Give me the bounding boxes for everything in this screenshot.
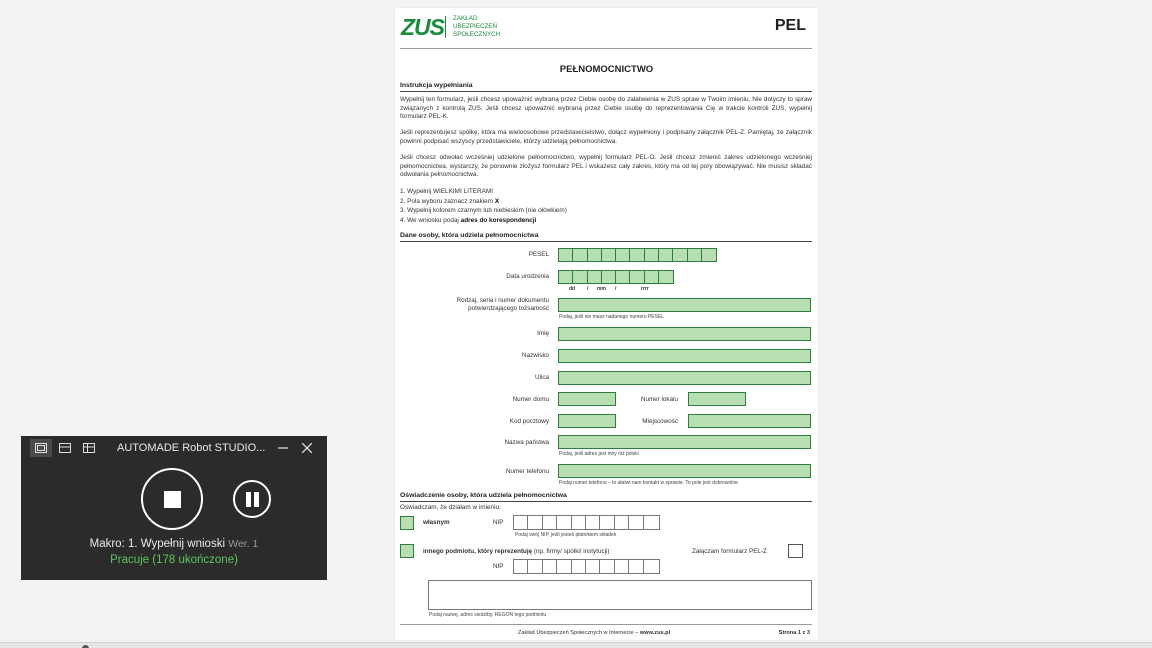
pesel-label: PESEL (528, 251, 549, 258)
postal-code-label: Kod pocztowy (509, 418, 549, 425)
last-name-input[interactable] (558, 349, 811, 363)
house-number-input[interactable] (558, 392, 616, 406)
instructions-list: 1. Wypełnij WIELKIMI LITERAMI 2. Pola wyboru zaznacz znakiem X 3. Wypełnij kolorem czarnym lub niebieskim (nie ołówkiem) 4. We wniosku podaj adres do korespondencji (400, 188, 567, 224)
form-code: PEL (774, 17, 806, 34)
title-bar (21, 436, 327, 460)
divider (400, 241, 812, 242)
phone-label: Numer telefonu (505, 468, 549, 475)
nip-own-hint: Podaj swój NIP, jeśli jesteś płatnikiem składek (515, 532, 617, 538)
window-title: AUTOMADE Robot STUDIO... (117, 442, 266, 454)
pause-icon (246, 492, 251, 507)
phone-hint: Podaj numer telefonu – to ułatwi nam kontakt w sprawie. To pole jest dobrowolne (559, 480, 738, 486)
logo-separator (445, 16, 446, 38)
date-format-slash: / (615, 286, 617, 292)
id-document-hint: Podaj, jeśli nie masz nadanego numeru PESEL (559, 314, 665, 320)
divider (400, 501, 812, 502)
section1-heading: Dane osoby, która udziela pełnomocnictwa (400, 232, 539, 239)
zus-logo-text: ZAKŁAD UBEZPIECZEŃ SPOŁECZNYCH (453, 15, 501, 38)
image-icon[interactable] (30, 439, 52, 457)
pause-button[interactable] (233, 480, 271, 518)
date-format-dd: dd (569, 286, 576, 292)
bottom-strip (0, 642, 1152, 648)
macro-info (21, 538, 327, 550)
instructions-paragraph-2: Jeśli reprezentujesz spółkę, która ma wieloosobowe przedstawicielstwo, dołącz wypełniony i podpisany załącznik PEL-Z. Pamiętaj, że załącznik powinni podpisać wszyscy przedstawiciele, którzy udzielają pełnomocnictwa. (400, 129, 812, 145)
country-input[interactable] (558, 435, 811, 449)
zus-logo: ZUS (401, 14, 444, 40)
layout-icon[interactable] (54, 439, 76, 457)
flat-number-input[interactable] (688, 392, 746, 406)
other-entity-label: innego podmiotu, który reprezentuję (np. firmy/ spółki/ instytucji) (423, 548, 610, 555)
close-icon[interactable] (297, 439, 317, 457)
attach-pel-z-label: Załączam formularz PEL-Z (692, 548, 767, 555)
page-indicator: Strona 1 z 3 (778, 630, 810, 636)
stop-button[interactable] (141, 468, 203, 530)
street-input[interactable] (558, 371, 811, 385)
divider (400, 624, 812, 625)
first-name-input[interactable] (558, 327, 811, 341)
own-name-checkbox[interactable] (400, 516, 414, 530)
instructions-heading: Instrukcja wypełniania (400, 82, 473, 89)
other-entity-checkbox[interactable] (400, 544, 414, 558)
instructions-paragraph-3: Jeśli chcesz odwołać wcześniej udzielone pełnomocnictwo, wypełnij formularz PEL-O. Jeśli chcesz zmienić zakres udzielonego wcześniej pełnomocnictwa, wystarczy, że ponownie złożysz formularz PEL i wskażesz cały zakres, który ma od tej pory obowiązywać. Nie musisz składać odwołania pełnomocnictwa. (400, 154, 812, 179)
instructions-paragraph-1: Wypełnij ten formularz, jeśli chcesz upoważnić wybraną przez Ciebie osobę do załatwienia w ZUS spraw w Twoim imieniu. Nie dotyczy to spraw związanych z kontrolą ZUS. Jeśli chcesz upoważnić wybraną przez Ciebie osobę do reprezentowania Cię w trakcie kontroli ZUS, wypełnij formularz PEL-K. (400, 96, 812, 121)
street-label: Ulica (535, 374, 549, 381)
postal-code-input[interactable] (558, 414, 616, 428)
flat-number-label: Numer lokalu (640, 396, 678, 403)
country-hint: Podaj, jeśli adres jest inny niż polski (559, 451, 639, 457)
divider (400, 48, 812, 49)
own-name-label: własnym (423, 519, 450, 526)
section2-heading: Oświadczenie osoby, która udziela pełnomocnictwa (400, 492, 567, 499)
date-format-slash: / (587, 286, 589, 292)
nip-label: NIP (493, 563, 504, 570)
stop-icon (164, 491, 181, 508)
date-format-rrrr: rrrr (641, 286, 649, 292)
grid-icon[interactable] (78, 439, 100, 457)
date-format-mm: mm (597, 286, 606, 292)
run-status: Pracuje (178 ukończone) (110, 554, 238, 566)
nip-entity-input[interactable] (513, 559, 660, 574)
last-name-label: Nazwisko (522, 352, 549, 359)
entity-details-input[interactable] (428, 580, 812, 610)
entity-details-hint: Podaj nazwę, adres siedziby, REGON tego podmiotu (429, 612, 547, 618)
macro-name: Makro: 1. Wypełnij wnioski (89, 538, 226, 550)
footer-text: Zakład Ubezpieczeń Społecznych w Internecie – www.zus.pl (518, 630, 671, 636)
divider (400, 91, 812, 92)
form-document (395, 8, 818, 640)
country-label: Nazwa państwa (504, 439, 549, 446)
nip-label: NIP (493, 519, 504, 526)
robot-studio-window (21, 436, 327, 580)
attach-pel-z-checkbox[interactable] (788, 544, 803, 558)
pause-icon (254, 492, 259, 507)
first-name-label: Imię (537, 330, 549, 337)
city-label: Miejscowość (642, 418, 678, 425)
nip-own-input[interactable] (513, 515, 660, 530)
phone-input[interactable] (558, 464, 811, 478)
house-number-label: Numer domu (512, 396, 549, 403)
birth-date-input[interactable] (558, 270, 674, 284)
birth-date-label: Data urodzenia (506, 273, 549, 280)
city-input[interactable] (688, 414, 811, 428)
macro-version: Wer. 1 (228, 538, 259, 550)
id-document-input[interactable] (558, 298, 811, 312)
pesel-input[interactable] (558, 248, 717, 262)
document-title: PEŁNOMOCNICTWO (559, 64, 654, 75)
section2-intro: Oświadczam, że działam w imieniu: (400, 504, 501, 511)
id-document-label: Rodzaj, seria i numer dokumentu potwierdzającego tożsamość (456, 297, 549, 312)
minimize-icon[interactable] (273, 439, 293, 457)
